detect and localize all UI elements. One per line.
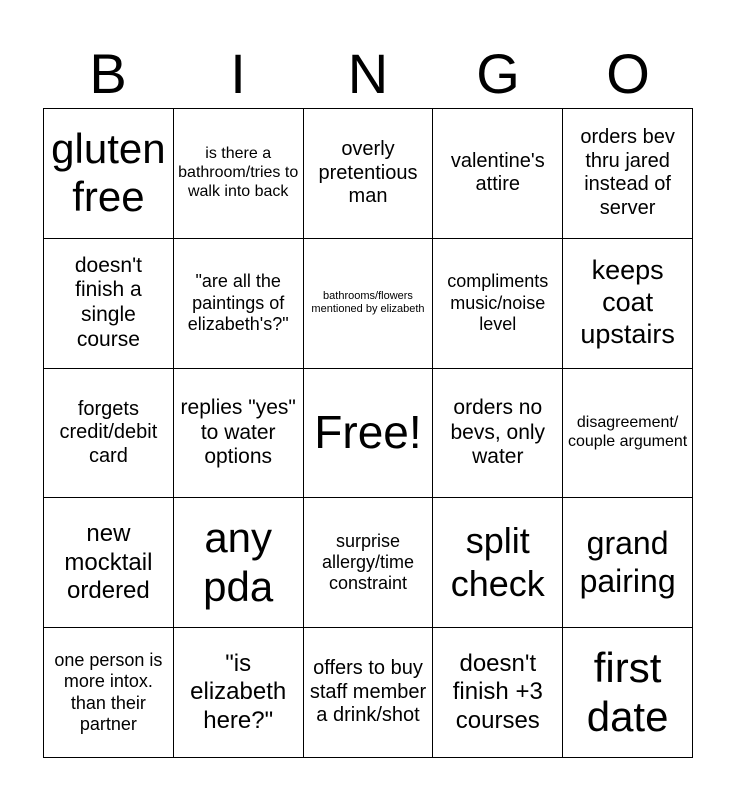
- bingo-cell[interactable]: is there a bathroom/tries to walk into back: [174, 109, 304, 239]
- bingo-cell[interactable]: overly pretentious man: [304, 109, 434, 239]
- bingo-cell[interactable]: "is elizabeth here?": [174, 628, 304, 758]
- bingo-cell[interactable]: orders no bevs, only water: [433, 369, 563, 499]
- bingo-cell[interactable]: valentine's attire: [433, 109, 563, 239]
- bingo-cell[interactable]: new mocktail ordered: [44, 498, 174, 628]
- bingo-cell[interactable]: offers to buy staff member a drink/shot: [304, 628, 434, 758]
- bingo-cell[interactable]: first date: [563, 628, 693, 758]
- bingo-cell[interactable]: disagreement/ couple argument: [563, 369, 693, 499]
- bingo-cell[interactable]: keeps coat upstairs: [563, 239, 693, 369]
- bingo-cell[interactable]: "are all the paintings of elizabeth's?": [174, 239, 304, 369]
- bingo-cell[interactable]: gluten free: [44, 109, 174, 239]
- header-letter-g: G: [476, 42, 520, 105]
- bingo-cell[interactable]: bathrooms/flowers mentioned by elizabeth: [304, 239, 434, 369]
- bingo-cell[interactable]: replies "yes" to water options: [174, 369, 304, 499]
- bingo-cell[interactable]: doesn't finish a single course: [44, 239, 174, 369]
- bingo-cell[interactable]: one person is more intox. than their partner: [44, 628, 174, 758]
- bingo-cell[interactable]: compliments music/noise level: [433, 239, 563, 369]
- bingo-cell[interactable]: doesn't finish +3 courses: [433, 628, 563, 758]
- bingo-card: [43, 108, 693, 758]
- header-letter-o: O: [606, 42, 650, 105]
- bingo-cell[interactable]: grand pairing: [563, 498, 693, 628]
- bingo-cell[interactable]: orders bev thru jared instead of server: [563, 109, 693, 239]
- bingo-cell[interactable]: split check: [433, 498, 563, 628]
- header-letter-n: N: [347, 42, 389, 105]
- bingo-cell[interactable]: forgets credit/debit card: [44, 369, 174, 499]
- free-space[interactable]: Free!: [304, 369, 434, 499]
- header-letter-b: B: [89, 42, 127, 105]
- bingo-header: [43, 40, 693, 108]
- header-letter-i: I: [230, 42, 246, 105]
- bingo-cell[interactable]: surprise allergy/time constraint: [304, 498, 434, 628]
- bingo-cell[interactable]: any pda: [174, 498, 304, 628]
